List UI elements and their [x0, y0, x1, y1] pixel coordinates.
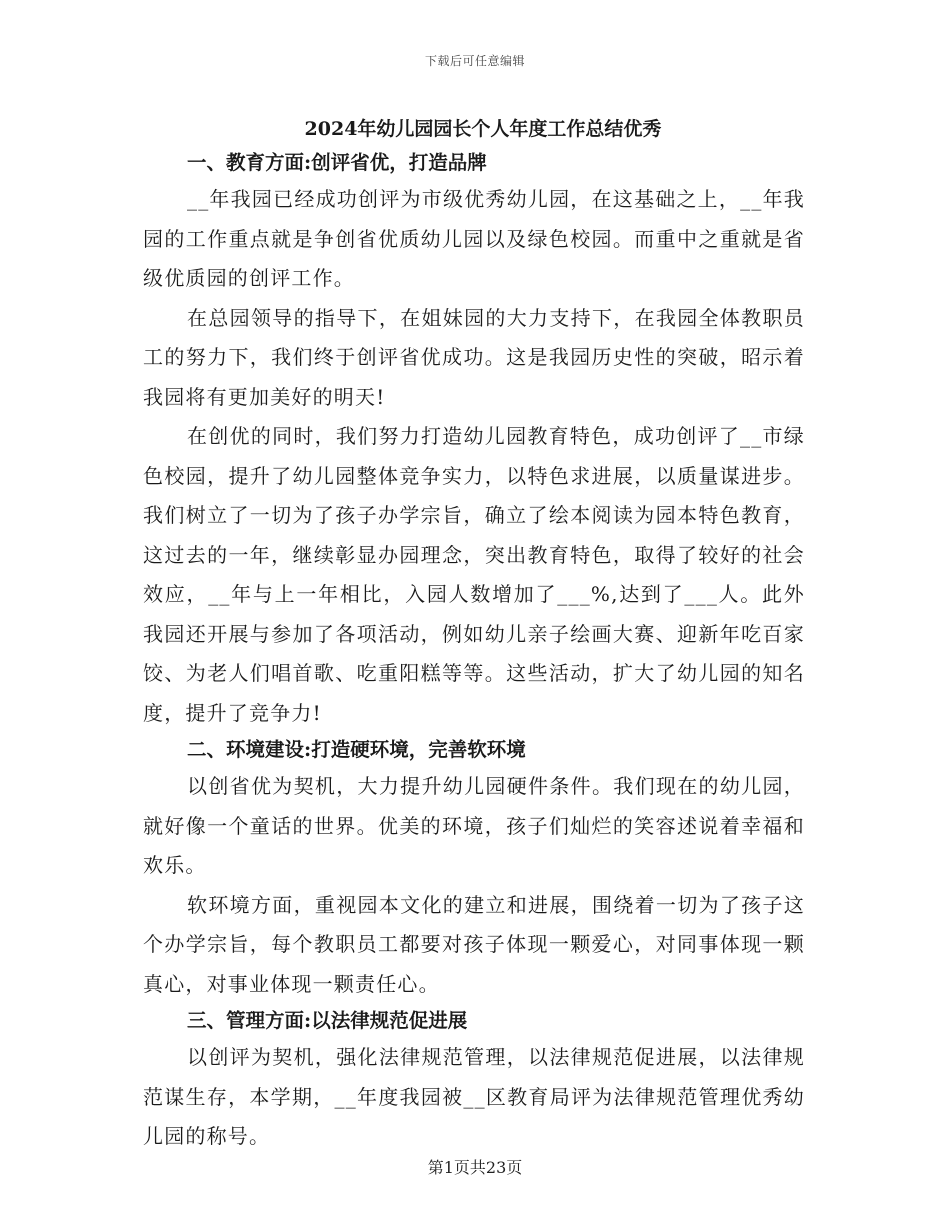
section-management	[143, 1004, 805, 1157]
document-body	[143, 114, 805, 1157]
section-heading: 一、教育方面:创评省优，打造品牌	[187, 151, 487, 174]
paragraph: __年我园已经成功创评为市级优秀幼儿园，在这基础之上，__年我园的工作重点就是争创省优质幼儿园以及绿色校园。而重中之重就是省级优质园的创评工作。	[143, 187, 805, 290]
section-environment	[143, 733, 805, 1004]
paragraph: 以创评为契机，强化法律规范管理，以法律规范促进展，以法律规范谋生存，本学期，__年度我园被__区教育局评为法律规范管理优秀幼儿园的称号。	[143, 1045, 805, 1148]
paragraph: 在创优的同时，我们努力打造幼儿园教育特色，成功创评了__市绿色校园，提升了幼儿园整体竞争实力，以特色求进展，以质量谋进步。我们树立了一切为了孩子办学宗旨，确立了绘本阅读为园本特色教育，这过去的一年，继续彰显办园理念，突出教育特色，取得了较好的社会效应，__年与上一年相比，入园人数增加了___%,达到了___人。此外我园还开展与参加了各项活动，例如幼儿亲子绘画大赛、迎新年吃百家饺、为老人们唱首歌、吃重阳糕等等。这些活动，扩大了幼儿园的知名度，提升了竞争力!	[143, 424, 805, 725]
section-heading: 二、环境建设:打造硬环境，完善软环境	[187, 738, 526, 761]
section-education	[143, 146, 805, 733]
section-heading: 三、管理方面:以法律规范促进展	[187, 1009, 468, 1032]
paragraph: 在总园领导的指导下，在姐妹园的大力支持下，在我园全体教职员工的努力下，我们终于创评省优成功。这是我园历史性的突破，昭示着我园将有更加美好的明天!	[143, 305, 805, 409]
page-number-footer: 第1页共23页	[427, 1158, 523, 1177]
paragraph: 以创省优为契机，大力提升幼儿园硬件条件。我们现在的幼儿园，就好像一个童话的世界。优美的环境，孩子们灿烂的笑容述说着幸福和欢乐。	[143, 774, 805, 877]
document-title: 2024年幼儿园园长个人年度工作总结优秀	[304, 118, 662, 140]
paragraph: 软环境方面，重视园本文化的建立和进展，围绕着一切为了孩子这个办学宗旨，每个教职员工都要对孩子体现一颗爱心，对同事体现一颗真心，对事业体现一颗责任心。	[143, 892, 805, 996]
header-note: 下载后可任意编辑	[424, 54, 525, 68]
